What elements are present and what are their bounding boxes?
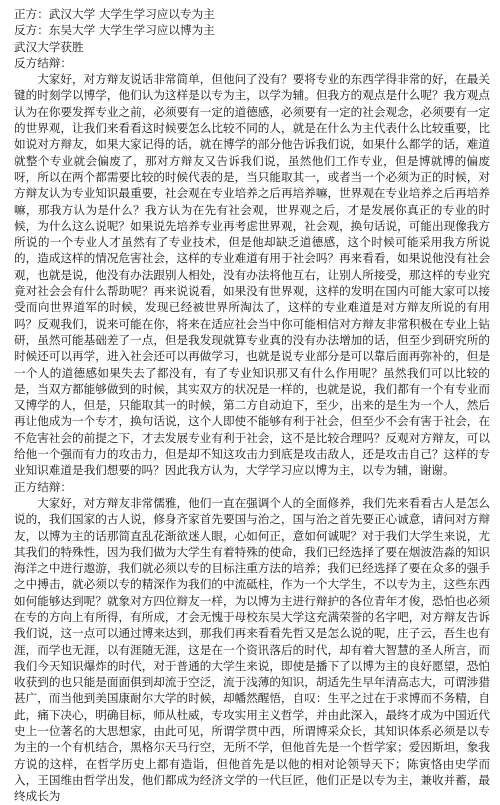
section-body-pro-closing: 大家好，对方辩友非常儒雅，他们一直在强调个人的全面修养，我们先来看看古人是怎么说的，我们国家的古人说，修身齐家首先要国与治之，国与治之首先要正心诚意，请问对方辩友，以博为主的话那简直乱花渐欲迷人眼，心如何正，意如何诚呢？对于我们大学生来说，尤其我们的特殊性，因为我们做为大学生有着特殊的使命，我们已经选择了要在烟波浩淼的知识海洋之中进行遨游，我们就必须以专的目标注重方法的培养；我们已经选择了要在众多的强手之中搏击，就必须以专的精深作为我们的中流砥柱，作为一个大学生，不以专为主，这些东西如何能够达到呢？就象对方四位辩友一样，为以博为主进行辩护的各位青年才俊，恐怕也必须在专的方向上有所得，有所成，才会无愧于母校东吴大学这充满荣誉的名字吧，对方辩友告诉我们说，这一点可以通过博来达到，那我们再来看看先哲又是怎么说的呢，庄子云，吾生也有涯，而学也无涯，以有涯随无涯，这是在一个资讯落后的时代，却有着大智慧的圣人所言，而我们今天知识爆炸的时代，对于普通的大学生来说，即使是播下了以博为主的良好愿望，恐怕收获到的也只能是面面俱到却流于空泛，流于浅薄的知识，胡适先生早年清高志大，可谓涉猎甚广，而当他到美国康耐尔大学的时候，却幡然醒悟，自叹：生平之过在于求博而不务精，自此，痛下决心，明确目标，师从杜威，专攻实用主义哲学，并由此深入，最终才成为中国近代史上一位著名的大思想家，由此可见，所谓学贯中西，所谓博采众长，其知识体系必须是以专为主的一个有机结合，黑格尔天马行空，无所不学，但他首先是一个哲学家；爱因斯坦，象我方说的这样，在哲学历史上都有造诣，但他首先是以他的相对论领导天下；陈寅恪由史学而入，王国维由哲学出发，他们都成为经济文学的一代巨匠，他们正是以专为主，兼收并蓄，最终成长为 xyxy=(14,495,490,804)
section-body-con-closing: 大家好，对方辩友说话非常简单，但他问了没有？要将专业的东西学得非常的好，在最关键的时刻学以博学，他们认为这样是以专为主，以学为辅。但我方的观点是什么呢？我方观点认为在你要发挥专业之前，必须要有一定的道德感，必须要有一定的社会观念，必须要有一定的世界观，让我们来看看这时候要怎么比较不同的人，就是在什么为主代表什么比较重要，比如说对方辩友，如果大家记得的话，就在博学的部分他告诉我们说，如果什么都学的话，难道就整个专业就会偏废了，那对方辩友又告诉我们说，虽然他们工作专业，但是博就博的偏废呀，所以在两个都需要比较的时候代表的是，当只能取其一，或者当一个必须为正的时候，对方辩友认为专业知识最重要，社会观在专业培养之后再培养嘛，世界观在专业培养之后再培养嘛，那我方认为是什么？我方认为在先有社会观，世界观之后，才是发展你真正的专业的时候，为什么这么说呢？如果说先培养专业再考虑世界观，社会观，换句话说，可能出现像我方所说的一个专业人才虽然有了专业技术，但是他却缺乏道德感，这个时候可能采用我方所说的，造成这样的情况危害社会，这样的专业难道有用于社会吗？再来看看，如果说他没有社会观，也就是说，他没有办法跟别人相处，没有办法将他互右，让别人所接受，那这样的专业究竟对社会会有什么帮助呢？再来说说看，如果没有世界观，这样的发明在国内可能大家可以接受而向世界道军的时候，发现已经被世界所淘汰了，这样的专业难道是对方辩友所说的有用吗？反观我们，说来可能在你，将来在适应社会当中你可能相信对方辩友非常积极在专业上钻研，虽然可能基础差了一点，但是我发现就算专业真的没有办法增加的话，但至少到研究所的时候还可以再学，进入社会还可以再做学习，也就是说专业部分是可以靠后面再弥补的，但是一个人的道德感如果失去了都没有，有了专业知识那又有什么作用呢？虽然我们可以比较的是，当双方都能够做到的时候，其实双方的状况是一样的，也就是说，我们都有一个有专业而又博学的人，但是，只能取其一的时候，第二方自动迫下，至少，出来的是生为一个人，然后再让他成为一个专才，换句话说，这个人即使不能够有利于社会，但至少不会有害于社会，在不危害社会的前提之下，才去发展专业有利于社会，这不是比较合理吗？反观对方辩友，可以给他一个强而有力的攻击力，但是却不知这攻击力到底是攻击敌人，还是攻击自己？这样的专业知识难道是我们想要的吗？因此我方认为，大学学习应以博为主，以专为辅，谢谢。 xyxy=(14,72,490,478)
section-title-pro-closing: 正方结辩： xyxy=(14,479,72,494)
section-title-con-closing: 反方结辩： xyxy=(14,55,72,70)
con-side-line: 反方：东吴大学 大学生学习应以博为主 xyxy=(14,23,215,38)
pro-side-line: 正方：武汉大学 大学生学习应以专为主 xyxy=(14,7,215,21)
winner-line: 武汉大学获胜 xyxy=(14,39,84,54)
